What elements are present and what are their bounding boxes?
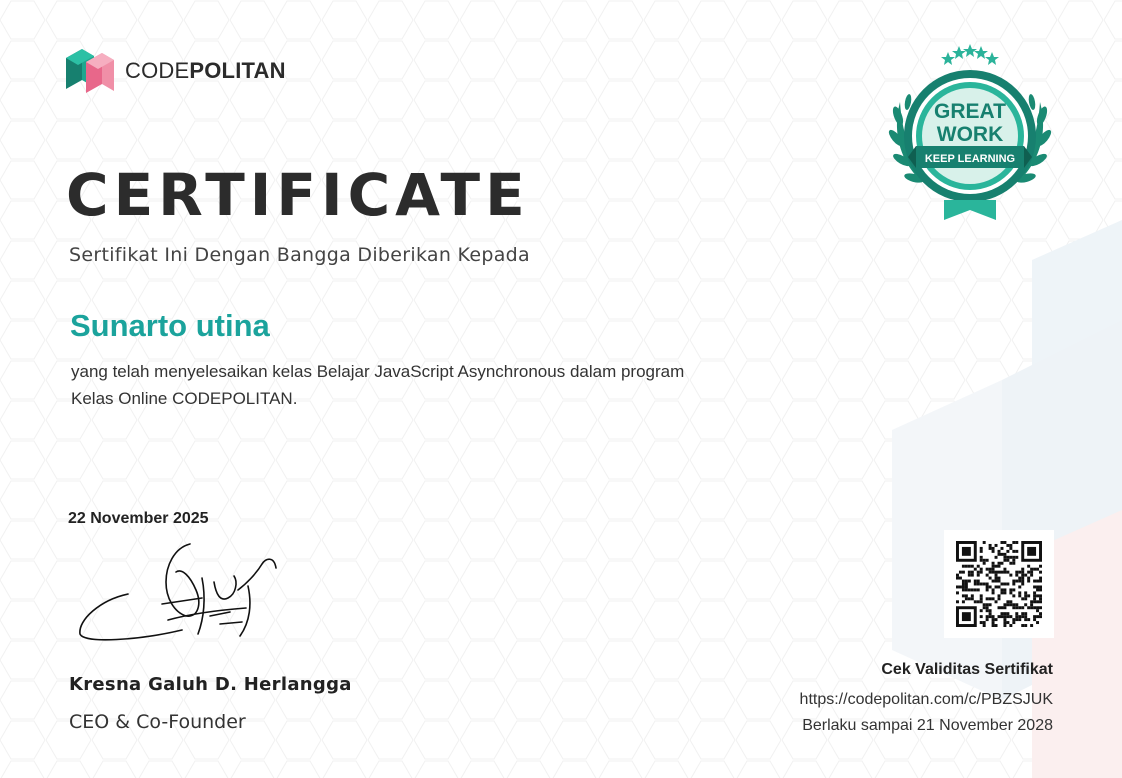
logo-wordmark — [125, 58, 286, 84]
signer-name: Kresna Galuh D. Herlangga — [69, 674, 352, 695]
issue-date: 22 November 2025 — [68, 510, 209, 527]
logo-text-suffix: POLITAN — [189, 58, 286, 83]
qr-code-icon — [956, 541, 1042, 627]
badge-ribbon-text: KEEP LEARNING — [924, 153, 1016, 165]
verification-title: Cek Validitas Sertifikat — [881, 661, 1053, 678]
signer-role: CEO & Co-Founder — [69, 711, 246, 733]
verification-block — [800, 661, 1053, 739]
recipient-name: Sunarto utina — [70, 308, 270, 343]
certificate-title: CERTIFICATE — [66, 161, 530, 229]
certificate-description — [71, 358, 711, 412]
codepolitan-logo-icon — [64, 44, 116, 98]
description-line-2: Kelas Online CODEPOLITAN. — [71, 389, 298, 408]
validity-date: Berlaku sampai 21 November 2028 — [802, 717, 1053, 734]
codepolitan-logo — [64, 44, 286, 98]
great-work-badge — [880, 40, 1060, 226]
badge-text-great: GREAT — [934, 100, 1006, 123]
badge-stars — [941, 44, 999, 65]
logo-text-prefix: CODE — [125, 58, 190, 83]
badge-text-work: WORK — [936, 123, 1004, 146]
certificate-subtitle: Sertifikat Ini Dengan Bangga Diberikan Kepada — [69, 244, 530, 266]
signature-image — [70, 538, 285, 650]
qr-code[interactable] — [944, 530, 1054, 638]
description-line-1: yang telah menyelesaikan kelas Belajar JavaScript Asynchronous dalam program — [71, 362, 685, 381]
verification-url[interactable]: https://codepolitan.com/c/PBZSJUK — [799, 691, 1053, 708]
